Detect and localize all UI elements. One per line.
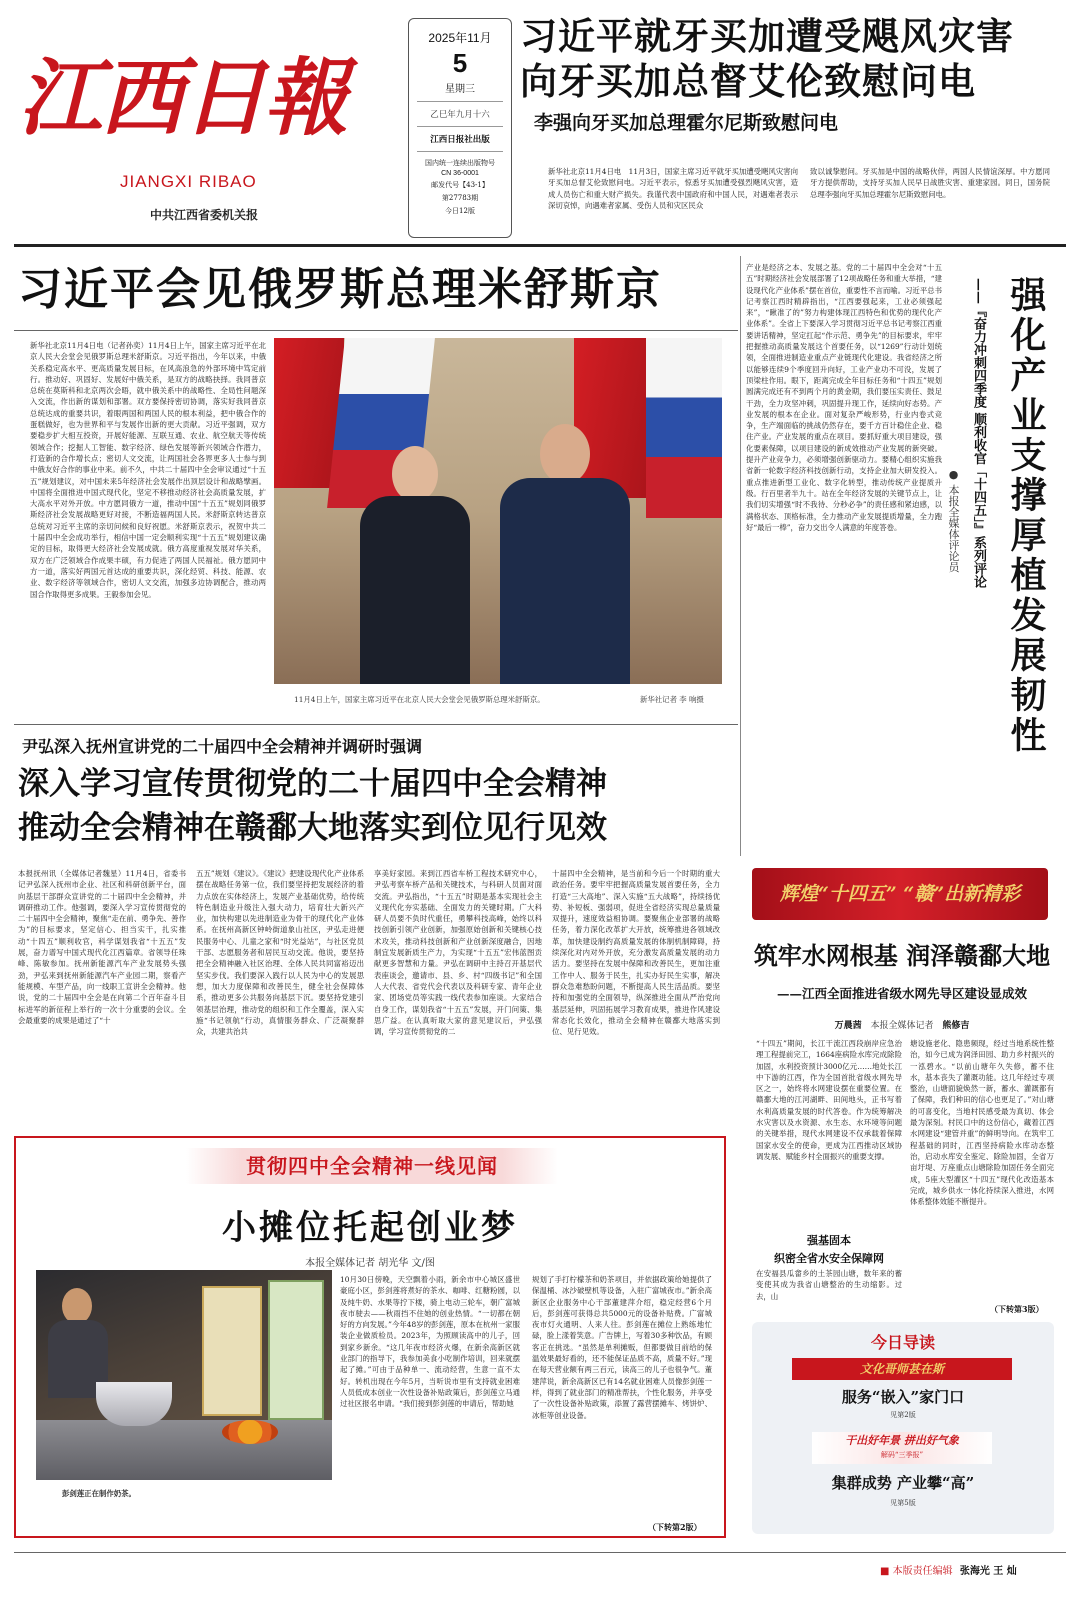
second-headline-2[interactable]: 推动全会精神在赣鄱大地落实到位见行见效	[18, 810, 607, 846]
series-col-2: 塘设施老化、隐患频现，经过当地系统性整治，如今已成为润泽田园、助力乡村振兴的一泓碧水。“以前山塘年久失修，蓄不住水，基本丧失了灌溉功能。这几年经过专项整治，山塘面貌焕然一新，蓄水、灌溉都有了保障，我们种田的信心也更足了。”对山塘的可喜变化，当地村民感受最为真切、体会最为深刻。村民口中的这份信心，藏着江西水网建设“建管并重”的鲜明导向。在筑牢工程基础的同时，江西坚持病险水库动态整治，启动水库安全鉴定、除险加固，全省万亩圩堤、万座重点山塘除险加固任务全面完成，5座大型灌区“十四五”现代化改造基本完成，城乡供水一体化持续深入推进，水网体系整体效能不断提升。	[910, 1039, 1054, 1207]
top-headline-1[interactable]: 习近平就牙买加遭受飓风灾害	[520, 14, 1014, 58]
commentary-series: ——『奋力冲刺四季度 顺利收官「十四五」』系列评论	[971, 278, 986, 589]
date-year-month: 2025年11月	[428, 31, 492, 45]
commentary-body: 产业是经济之本、发展之基。党的二十届四中全会对“十五五”时期经济社会发展部署了12项战略任务和重大举措，“建设现代化产业体系”摆在首位，重要性不言而喻。习近平总书记考察江西时精辟指出，“江西要强起来，工业必须强起来”，“瞅准了的”努力构建体现江西特色和优势的现代化产业体系”。全省上下要深入学习贯彻习近平总书记考察江西重要讲话精神，坚定扛起“作示范、勇争先”的目标要求，牢牢把握推动高质量发展这个首要任务，以“1269”行动计划统领，全面推进制造业重点产业链现代化建设。我省经济之所以能够连续9个季度回升向好，工业产业功不可没，发展了顶梁柱作用。眼下，距离完成全年目标任务和“十四五”规划圆满完成还有不到两个月的黄金期，我们要压实责任、鼓足干劲，全力攻坚冲刺，巩固提升现工作，延续向好态势。产业发展的根本在企业。面对复杂严峻形势，行业内卷式竞争，生产端面临的挑战仍然存在，要千方百计稳住企业、稳住产业。产业发展的重点在项目。要抓好重大项目建设，强化要素保障，以项目建设的新成效推动产业发展的新突破。提升产业竞争力，必须增强创新驱动力。要精心组织实施我省新一轮数字经济科技创新行动，支持企业加大研发投入。重点推进新型工业化、数字化转型，推动传统产业提质升级。行百里者半九十。站在全年经济发展的关键节点上，让我们切实增强“时不我待、分秒必争”的责任感和紧迫感，以满格状态、顶格标准，全力推动产业发展提质增量，全力跑好“最后一棒”，奋力交出令人满意的年度答卷。	[746, 263, 942, 532]
series-byline-2: 熊修吉	[942, 1021, 970, 1031]
top-subhead: 李强向牙买加总理霍尔尼斯致慰问电	[534, 112, 839, 134]
date-weekday: 星期三	[445, 84, 475, 95]
feature-banner-text: 贯彻四中全会精神一线见闻	[246, 1154, 498, 1178]
footer-editor-names: 张海光 王 灿	[959, 1566, 1017, 1577]
second-headline-1[interactable]: 深入学习宣传贯彻党的二十届四中全会精神	[18, 766, 607, 802]
series-headline[interactable]: 筑牢水网根基 润泽赣鄱大地	[753, 941, 1051, 970]
feature-photo-caption: 彭剑莲正在制作奶茶。	[62, 1489, 136, 1498]
commentary-title[interactable]: 强化产业支撑厚植发展韧性	[1005, 276, 1047, 756]
series-banner-text: 辉煌“十四五” “赣”出新精彩	[779, 883, 1021, 905]
series-byline-1: 万晨茜	[834, 1021, 862, 1031]
top-headline-2[interactable]: 向牙买加总督艾伦致慰问电	[520, 59, 976, 103]
lead-photo-credit: 新华社记者 李 响摄	[640, 695, 704, 704]
series-sub-2: 织密全省水安全保障网	[774, 1252, 884, 1265]
guide-page-1[interactable]: 见第2版	[890, 1411, 916, 1419]
lead-body: 新华社北京11月4日电（记者孙奕）11月4日上午，国家主席习近平在北京人民大会堂会见俄罗斯总理米舒斯京。习近平指出，今年以来，中俄关系稳定高水平、更高质量发展目标，在风高浪急的外部环境中笃定前行。推动好、巩固好、发展好中俄关系，是双方的战略抉择。我同普京总统在莫斯科和北京两次会晤，就中俄关系中的战略性、全局性问题深入交流，作出新的谋划和部署。双方要保持密切协调，落实好我同普京总统达成的重要共识，着眼两国和两国人民的根本利益，把中俄合作的蛋糕做好，也为世界和平与发展作出新的更大贡献。习近平强调，双方要稳步扩大相互投资，开展好能源、互联互通、农业、航空航天等传统领域合作；挖掘人工智能、数字经济、绿色发展等新兴领域合作潜力，打造新的合作增长点；密切人文交流，让两国社会各界更多人士参与到中俄友好合作的事业中来。前不久，中共二十届四中全会审议通过“十五五”规划建议，对中国未来5年经济社会发展作出顶层设计和战略擘画。中国将全面推进中国式现代化，坚定不移推动经济社会高质量发展，扩大高水平对外开放。中方愿同俄方一道，推动中国“十五五”规划同俄罗斯经济社会发展战略更好对接，不断造福两国人民。米舒斯京转达普京总统对习近平主席的亲切问候和良好祝愿。米舒斯京表示，祝贺中共二十届四中全会成功举行，相信中国一定会顺利实现“十五五”规划建议确定的目标，取得更大经济社会发展成就。俄方高度重视发展对华关系，双方在广泛领域合作成果丰硕，有力促进了两国人民福祉。俄方愿同中方一道，落实好两国元首达成的重要共识，深化经贸、科技、能源、农业、数字经济等领域合作，密切人文交流，加强多边协调配合，推动两国合作取得更多成果。王毅参加会见。	[30, 341, 266, 599]
lead-headline[interactable]: 习近平会见俄罗斯总理米舒斯京	[18, 264, 662, 315]
top-body-col2: 致以诚挚慰问。牙买加是中国的战略伙伴，两国人民情谊深厚。中方愿同牙方提供帮助，支持牙买加人民早日战胜灾害、重建家园。同日，国务院总理李强向牙买加总理霍尔尼斯致慰问电。	[810, 167, 1050, 199]
second-col-4: 十届四中全会精神，是当前和今后一个时期的重大政治任务。要牢牢把握高质量发展首要任务，全力打造“三大高地”、深入实施“五大战略”，持续扬优势、补短板、强弱项，促进全省经济实现总量质量双提升，速度效益相协调。要聚焦企业部署的战略任务，着力深化改革扩大开放，统筹推进各领域改革，加快建设制约高质量发展的体制机制障碍，持续深化对内对外开放，充分激发高质量发展的动力活力。要坚持在发展中保障和改善民生，更加注重工作中人、服务于民生，扎实办好民生实事，解决群众急难愁盼问题，不断提高人民生活品质。要坚持和加强党的全面领导，纵深推进全面从严治党向基层延伸，巩固拓展学习教育成果，推进作风建设常态化长效化，推动全会精神在赣鄱大地落实到位、见行见效。	[552, 869, 720, 1037]
second-col-3: 享美好家园。来到江西省车桥工程技术研究中心，尹弘考察车桥产品和关键技术，与科研人员面对面交流。尹弘指出，“十五五”时期是基本实现社会主义现代化夯实基础、全面发力的关键时期。广大科研人员要不负时代重任，勇攀科技高峰，始终以科技创新引领产业创新，加强原始创新和关键核心技术攻关，推动科技创新和产业创新深度融合，因地制宜发展新质生产力，为实现“十五五”宏伟蓝图贡献更多智慧和力量。尹弘在调研中主持召开基层代表座谈会，邀请市、县、乡、村“四级书记”和全国人大代表、省党代会代表以及科研专家、青年企业家、团场党员等实践一线代表参加座谈。大家结合自身工作，谋划我省“十五五”发展，开门问策、集思广益。在认真听取大家的意见建议后，尹弘强调，学习宣传贯彻党的二	[374, 869, 542, 1037]
feature-continued[interactable]: （下转第2版）	[648, 1522, 702, 1532]
cn-number: CN 36-0001	[441, 170, 479, 177]
guide-title: 今日导读	[870, 1333, 935, 1352]
menu-board	[202, 1286, 262, 1416]
series-col-1b: 在安福县瓜畲乡的土茶园山塘，数年来的蓄变使其成为我省山塘整治的生动缩影。过去，山	[756, 1269, 902, 1301]
masthead	[0, 0, 400, 240]
menu-board-2	[268, 1280, 324, 1420]
lead-photo-caption: 11月4日上午，国家主席习近平在北京人民大会堂会见俄罗斯总理米舒斯京。	[294, 695, 545, 704]
publisher: 江西日报社出版	[430, 135, 490, 145]
series-banner	[752, 868, 1048, 920]
fruit-bowl	[222, 1420, 278, 1444]
masthead-divider	[14, 244, 1066, 247]
footer-editor-label: ■ 本版责任编辑	[880, 1566, 953, 1577]
series-subhead: ——江西全面推进省级水网先导区建设显成效	[776, 986, 1027, 1001]
logo-pinyin: JIANGXI RIBAO	[120, 172, 257, 191]
masthead-subtitle: 中共江西省委机关报	[150, 208, 259, 222]
person-right	[500, 424, 630, 684]
feature-banner	[186, 1148, 558, 1184]
guide-box	[752, 1322, 1054, 1534]
date-box	[408, 18, 512, 238]
series-sub-1: 强基固本	[807, 1234, 851, 1247]
second-col-2: 五五”规划《建议》。《建议》把建设现代化产业体系摆在战略任务第一位，我们要坚持把发展经济的着力点放在实体经济上，发展产业基础优势，给传统特色制造业升级注入强大动力，培育壮大新兴产业，加快构建以先进制造业为骨干的现代化产业体系。在抚州高新区钟岭街道象山社区，尹弘走进便民服务中心、儿童之家和“时光益站”，与社区党员干部、志愿服务者和居民互动交流。他说，要坚持把全会精神融入社区治理、全体人民共同富裕迈出坚实步伐。我们要深入践行以人民为中心的发展思想，加大力度保障和改善民生，健全社会保障体系，推动更多公共服务向基层下沉。要坚持党建引领基层治理，推动党的组织和工作全覆盖，深入实施“书记领航”行动，真情服务群众、广泛凝聚群众，共建共治共	[196, 869, 364, 1037]
lead-rule	[14, 330, 738, 331]
steel-pot	[96, 1382, 172, 1426]
guide-banner-2-text: 干出好年景 拼出好气象	[845, 1434, 959, 1447]
second-col-1: 本报抚州讯（全媒体记者魏星）11月4日，省委书记尹弘深入抚州市企业、社区和科研创新平台，面向基层干部群众宣讲党的二十届四中全会精神，并调研推动工作。他强调，要深入学习宣传贯彻党的二十届四中全会精神，聚焦“走在前、勇争先、善作为”的目标要求，坚定信心、担当实干，扎实推动“十四五”顺利收官，科学谋划我省“十五五”发展，奋力谱写中国式现代化江西篇章。省领导任珠峰、陈敏参加。抚州新能源汽车产业发展势头强劲，尹弘来到抚州新能源汽车产业园二期，察看产能规模、车型产品，向一线职工宣讲全会精神。他说，党的二十届四中全会是在向第二个百年奋斗目标进军的新征程上举行的一次十分重要的会议。全会最重要的成果是通过了“十	[18, 869, 186, 1025]
feature-photo[interactable]	[36, 1270, 332, 1480]
feature-col-2: 规划了手打柠檬茶和奶茶项目，并依据政策给她提供了保温桶、冰沙破壁机等设备，入驻广富城夜市。”新余高新区企业服务中心干部董建萍介绍，稳定经营6个月后，彭剑莲可获得总共5000元的设备补贴费。广富城夜市灯火通明、人来人往。彭剑莲在摊位上熟练地忙碌，脸上漾着笑意。广告牌上，写着30多种饮品，有顾客正在挑选。“虽然是单利摊贩，但都要做目前给的保温效果最好看的，还不能保证品质不高，质量不好。”现在每天营业额有两三百元，读高三的儿子也很争气。董建萍说，新余高新区已有14名就业困难人员像彭剑莲一样，得到了就业部门的精准帮扶，个性化服务，并享受了一次性设备补贴政策，添置了露营摆摊车、烤饼炉、冰柜等创业设备。	[532, 1275, 712, 1420]
series-sub-title	[756, 1232, 902, 1266]
guide-page-2[interactable]: 见第5版	[890, 1499, 916, 1507]
cn-label: 国内统一连续出版物号	[425, 159, 495, 167]
top-story	[520, 14, 1060, 240]
footer-rule	[14, 1552, 1066, 1553]
postal-code: 邮发代号【43-1】	[431, 181, 489, 189]
page-count: 今日12版	[445, 207, 475, 215]
top-body-col1: 新华社北京11月4日电 11月3日，国家主席习近平就牙买加遭受飓风灾害向牙买加总督艾伦致慰问电。习近平表示，惊悉牙买加遭受强烈飓风灾害，造成人员伤亡和重大财产损失。我谨代表中国政府和中国人民，对遇难者表示深切哀悼，向遇难者家属、受伤人员和灾区民众	[548, 167, 798, 210]
feature-headline[interactable]: 小摊位托起创业梦	[222, 1208, 518, 1248]
feature-byline: 本报全媒体记者 胡光华 文/图	[305, 1258, 435, 1269]
russia-flag-right	[646, 338, 722, 518]
commentary-author: ● 本报全媒体评论员	[947, 468, 960, 573]
guide-banner-2	[812, 1432, 992, 1464]
date-day: 5	[452, 48, 468, 78]
commentary-divider	[740, 256, 741, 856]
stall-counter	[36, 1420, 332, 1480]
guide-item-2[interactable]: 集群成势 产业攀“高”	[831, 1474, 975, 1492]
newspaper-logo[interactable]: 江西日報	[18, 48, 347, 147]
second-story-rule	[14, 724, 738, 725]
guide-banner-1	[792, 1358, 1012, 1380]
feature-box	[14, 1136, 726, 1538]
guide-banner-1-text: 文化哥师甚在斯	[859, 1362, 944, 1376]
lead-photo[interactable]	[274, 338, 722, 684]
series-continued[interactable]: （下转第3版）	[990, 1304, 1044, 1314]
date-lunar: 乙巳年九月十六	[430, 110, 490, 120]
footer-editors	[880, 1562, 1017, 1577]
series-byline-mid: 本报全媒体记者	[870, 1021, 934, 1031]
feature-col-1: 10月30日傍晚，天空飘着小雨，新余市中心城区盛世豪庭小区，彭剑莲将煮好的茶水、咖啡、红糖粉圆，以及纯牛奶、水果等拧下楼，骑上电动三轮车，朝广富城夜市驶去——秋雨挡不住她的创业热情。“一切都在朝好的方向发展。”今年48岁的彭剑莲，原本在杭州一家服装企业做质检员。2023年，为照顾读高中的儿子，回到家乡新余。“这几年夜市经济火爆，在新余高新区就业部门的指导下，我参加美食小吃制作培训，回来就摆起了摊。”可由于品种单一、流动经营，生意一直不太好。转机出现在今年5月，当听说市里有支持就业困难人员低成本创业一次性设备补贴政策后，彭剑莲立马通过社区报名申请。“我们接到彭剑莲的申请后，帮助她	[340, 1275, 520, 1409]
issue-number: 第27783期	[441, 194, 479, 202]
person-left	[360, 446, 470, 684]
second-kicker: 尹弘深入抚州宣讲党的二十届四中全会精神并调研时强调	[22, 737, 423, 756]
guide-banner-2-sub: 解码“三季报”	[880, 1451, 924, 1459]
series-byline	[752, 1018, 1052, 1031]
guide-item-1[interactable]: 服务“嵌入”家门口	[841, 1388, 965, 1406]
series-col-1: “十四五”期间，长江干流江西段崩岸应急治理工程提前完工，1664座病险水库完成除险加固，水利投资预计3000亿元……地处长江中下游的江西，作为全国首批省级水网先导区之一，始终将水网建设摆在重要位置。在赣鄱大地的江河湖畔、田间地头，正书写着水利高质量发展的时代答卷。作为统筹解决水灾害以及水资源、水生态、水环境等问题的关键举措，现代水网建设不仅承载着保障国家水安全的使命，更成为江西推动区域协调发展、赋能乡村全面振兴的重要支撑。	[756, 1039, 902, 1161]
